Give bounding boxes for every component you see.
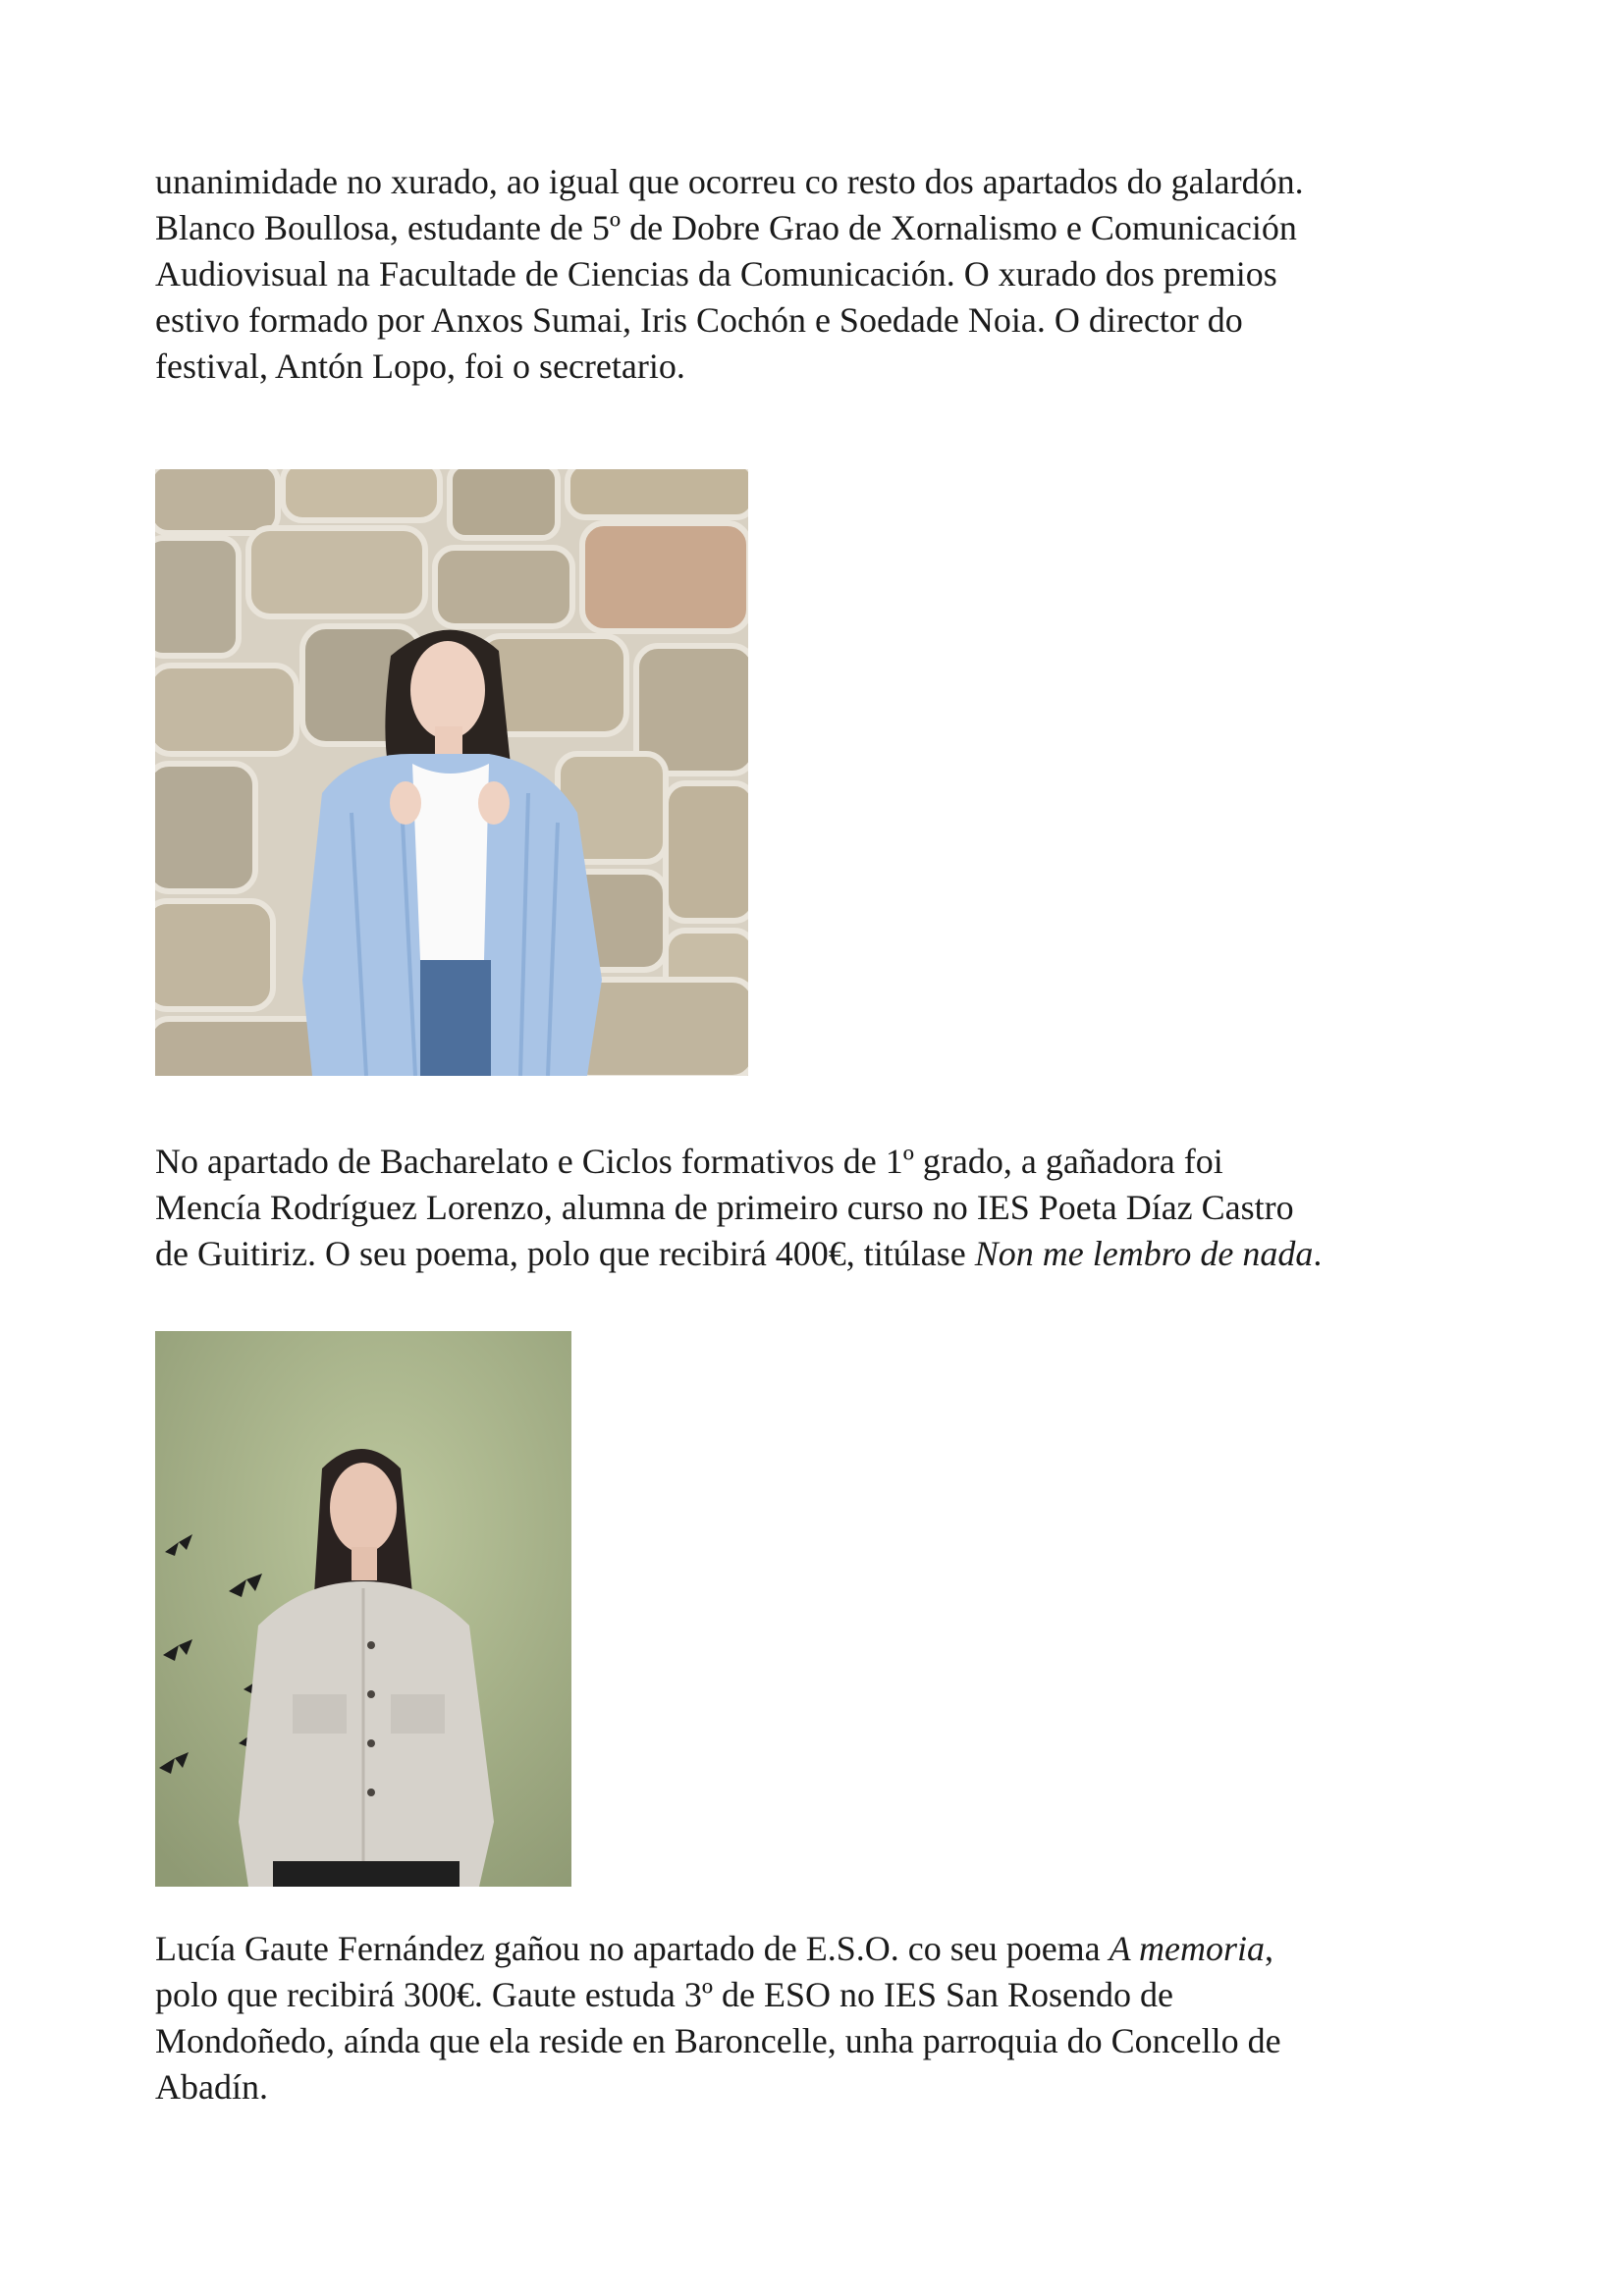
text-line: No apartado de Bacharelato e Ciclos formativos de 1º grado, a gañadora foi (155, 1142, 1223, 1181)
text-line: polo que recibirá 300€. Gaute estuda 3º de ESO no IES San Rosendo de (155, 1975, 1173, 2014)
text-line: Mencía Rodríguez Lorenzo, alumna de primeiro curso no IES Poeta Díaz Castro (155, 1188, 1294, 1227)
text-line (155, 1231, 1471, 1277)
text-line: Abadín. (155, 2067, 268, 2107)
portrait-stone-wall-image (155, 469, 748, 1076)
text-segment: . (1313, 1234, 1323, 1273)
photo-mencia-rodriguez (155, 469, 748, 1076)
paragraph-eso-winner (155, 1926, 1471, 2110)
text-line: unanimidade no xurado, ao igual que ocorreu co resto dos apartados do galardón. (155, 162, 1304, 201)
text-segment: Lucía Gaute Fernández gañou no apartado de E.S.O. co seu poema (155, 1929, 1110, 1968)
portrait-butterfly-wall-image (155, 1331, 571, 1887)
text-line: Mondoñedo, aínda que ela reside en Baroncelle, unha parroquia do Concello de (155, 2021, 1281, 2060)
poem-title: Non me lembro de nada (974, 1234, 1314, 1273)
text-segment: de Guitiriz. O seu poema, polo que recibirá 400€, titúlase (155, 1234, 975, 1273)
paragraph-jury (155, 159, 1471, 390)
text-line: Audiovisual na Facultade de Ciencias da Comunicación. O xurado dos premios (155, 254, 1277, 294)
text-segment: , (1264, 1929, 1273, 1968)
text-line: Blanco Boullosa, estudante de 5º de Dobre Grao de Xornalismo e Comunicación (155, 208, 1297, 247)
poem-title: A memoria (1109, 1929, 1265, 1968)
paragraph-bacharelato-winner (155, 1139, 1471, 1277)
text-line (155, 1926, 1471, 1972)
text-line: festival, Antón Lopo, foi o secretario. (155, 347, 685, 386)
photo-lucia-gaute (155, 1331, 571, 1887)
text-line: estivo formado por Anxos Sumai, Iris Cochón e Soedade Noia. O director do (155, 300, 1243, 340)
